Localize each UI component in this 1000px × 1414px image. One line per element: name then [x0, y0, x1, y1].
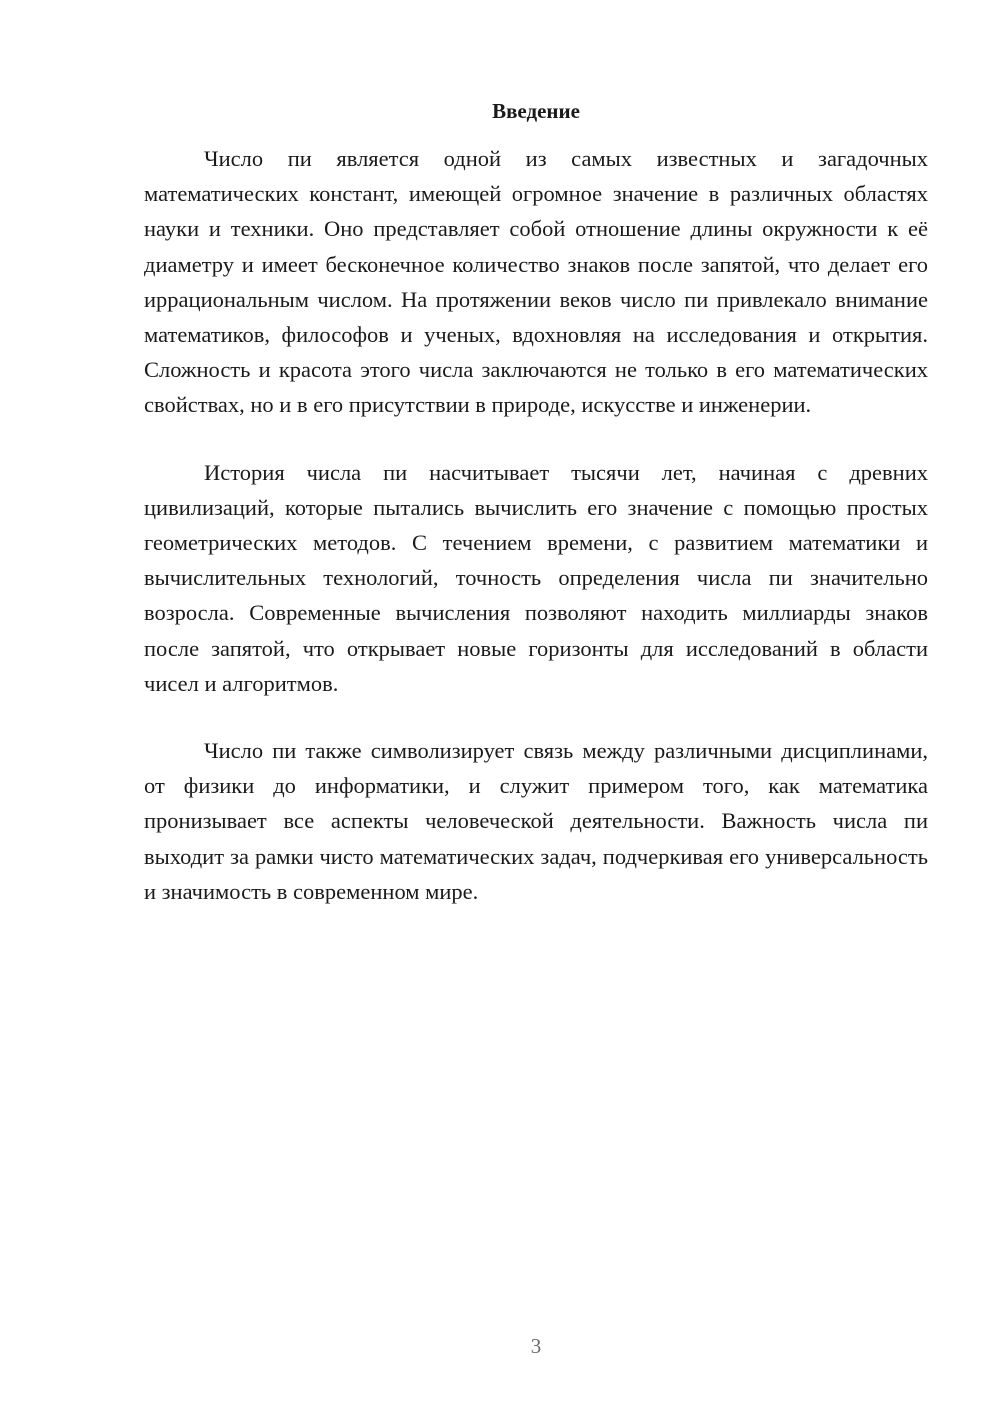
paragraph-1: Число пи является одной из самых известных и загадочных математических констант, имеющей огромное значение в различных областях науки и техники. Оно представляет собой отношение длины окружности к её диаметру и имеет бесконечное количество знаков после запятой, что делает его иррациональным числом. На протяжении веков число пи привлекало внимание математиков, философов и ученых, вдохновляя на исследования и открытия. Сложность и красота этого числа заключаются не только в его математических свойствах, но и в его присутствии в природе, искусстве и инженерии. — [144, 146, 928, 418]
document-body — [144, 94, 928, 909]
paragraph-2: История числа пи насчитывает тысячи лет, начиная с древних цивилизаций, которые пытались вычислить его значение с помощью простых геометрических методов. С течением времени, с развитием математики и вычислительных технологий, точность определения числа пи значительно возросла. Современные вычисления позволяют находить миллиарды знаков после запятой, что открывает новые горизонты для исследований в области чисел и алгоритмов. — [144, 459, 928, 696]
paragraph-3: Число пи также символизирует связь между различными дисциплинами, от физики до информатики, и служит примером того, как математика пронизывает все аспекты человеческой деятельности. Важность числа пи выходит за рамки чисто математических задач, подчеркивая его универсальность и значимость в современном мире. — [144, 738, 928, 904]
section-heading: Введение — [492, 99, 580, 123]
page-number: 3 — [530, 1334, 542, 1358]
